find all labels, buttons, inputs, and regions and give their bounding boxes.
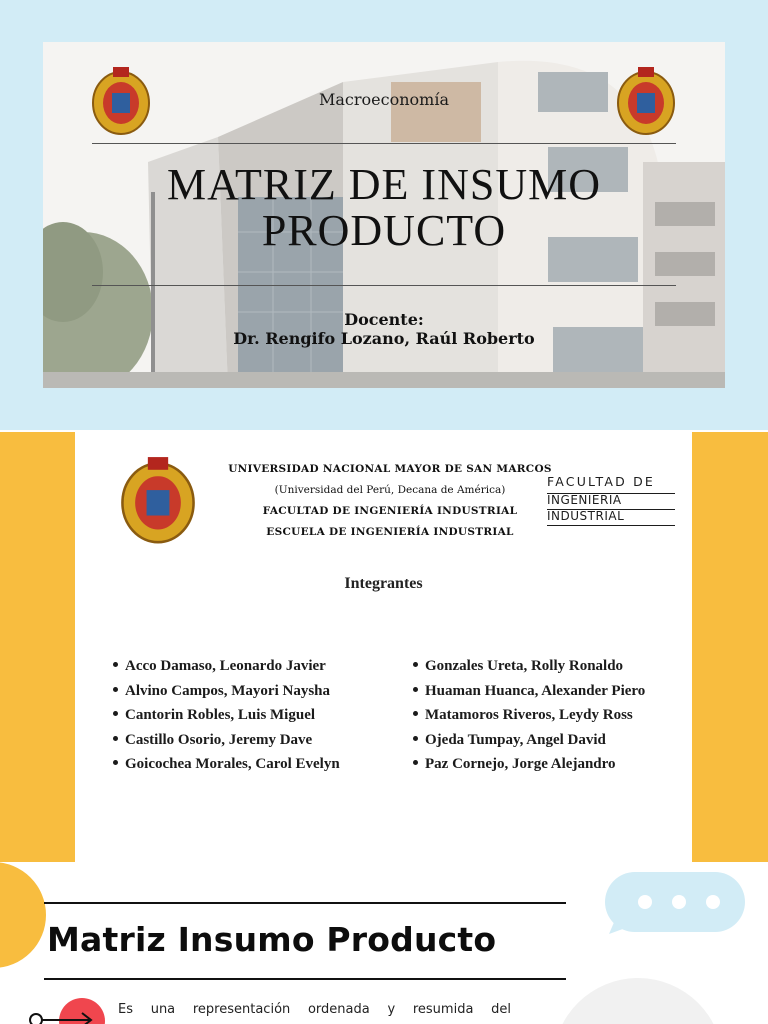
list-item: [413, 728, 645, 753]
member-name: Alvino Campos, Mayori Naysha: [125, 682, 331, 699]
university-name: UNIVERSIDAD NACIONAL MAYOR DE SAN MARCOS: [228, 463, 552, 475]
chat-bubble-icon: [605, 872, 745, 934]
logo-line: [547, 525, 675, 526]
list-item: [113, 654, 340, 679]
decorative-circle: [553, 978, 723, 1024]
definition-paragraph: Es una representación ordenada y resumida del: [118, 1002, 511, 1017]
title-line-1: MATRIZ DE INSUMO: [167, 160, 601, 209]
member-name: Huaman Huanca, Alexander Piero: [425, 682, 646, 699]
teacher-label: Docente:: [344, 310, 424, 329]
course-name: Macroeconomía: [319, 90, 449, 109]
member-name: Gonzales Ureta, Rolly Ronaldo: [425, 658, 624, 674]
list-item: [113, 679, 340, 704]
presentation-title: [0, 162, 768, 254]
university-header: [225, 459, 555, 543]
member-name: Matamoros Riveros, Leydy Ross: [425, 707, 633, 724]
list-item: [413, 654, 645, 679]
slide-cover: [0, 0, 768, 430]
divider: [92, 285, 676, 286]
list-item: [413, 703, 645, 728]
slide-members: [0, 432, 768, 862]
list-item: [413, 679, 645, 704]
slide-definition: [0, 862, 768, 1024]
member-name: Ojeda Tumpay, Angel David: [425, 731, 606, 748]
members-list-left: [113, 654, 340, 777]
faculty-logo-line2: INGENIERIA: [547, 493, 622, 507]
teacher-block: [0, 310, 768, 348]
divider: [44, 978, 566, 980]
faculty-logo-line3: INDUSTRIAL: [547, 509, 625, 523]
member-name: Acco Damaso, Leonardo Javier: [125, 658, 326, 674]
title-line-2: PRODUCTO: [261, 206, 507, 255]
members-card: [75, 432, 692, 862]
list-item: [413, 752, 645, 777]
section-title: Matriz Insumo Producto: [47, 920, 497, 959]
university-crest-icon: [118, 452, 198, 546]
arrow-right-icon: [28, 1010, 98, 1024]
members-list-right: [413, 654, 645, 777]
faculty-logo: [547, 474, 675, 526]
divider: [92, 143, 676, 144]
teacher-name: Dr. Rengifo Lozano, Raúl Roberto: [233, 329, 535, 348]
divider: [44, 902, 566, 904]
list-item: [113, 728, 340, 753]
members-title: Integrantes: [344, 575, 423, 592]
member-name: Castillo Osorio, Jeremy Dave: [125, 731, 313, 748]
decorative-circle: [0, 862, 46, 968]
faculty-logo-line1: FACULTAD DE: [547, 474, 656, 489]
university-subtitle: (Universidad del Perú, Decana de América): [274, 484, 506, 496]
member-name: Goicochea Morales, Carol Evelyn: [125, 756, 340, 773]
list-item: [113, 752, 340, 777]
school-name: ESCUELA DE INGENIERÍA INDUSTRIAL: [266, 526, 514, 538]
member-name: Paz Cornejo, Jorge Alejandro: [425, 756, 616, 773]
faculty-name: FACULTAD DE INGENIERÍA INDUSTRIAL: [262, 505, 518, 517]
list-item: [113, 703, 340, 728]
member-name: Cantorin Robles, Luis Miguel: [125, 707, 316, 724]
